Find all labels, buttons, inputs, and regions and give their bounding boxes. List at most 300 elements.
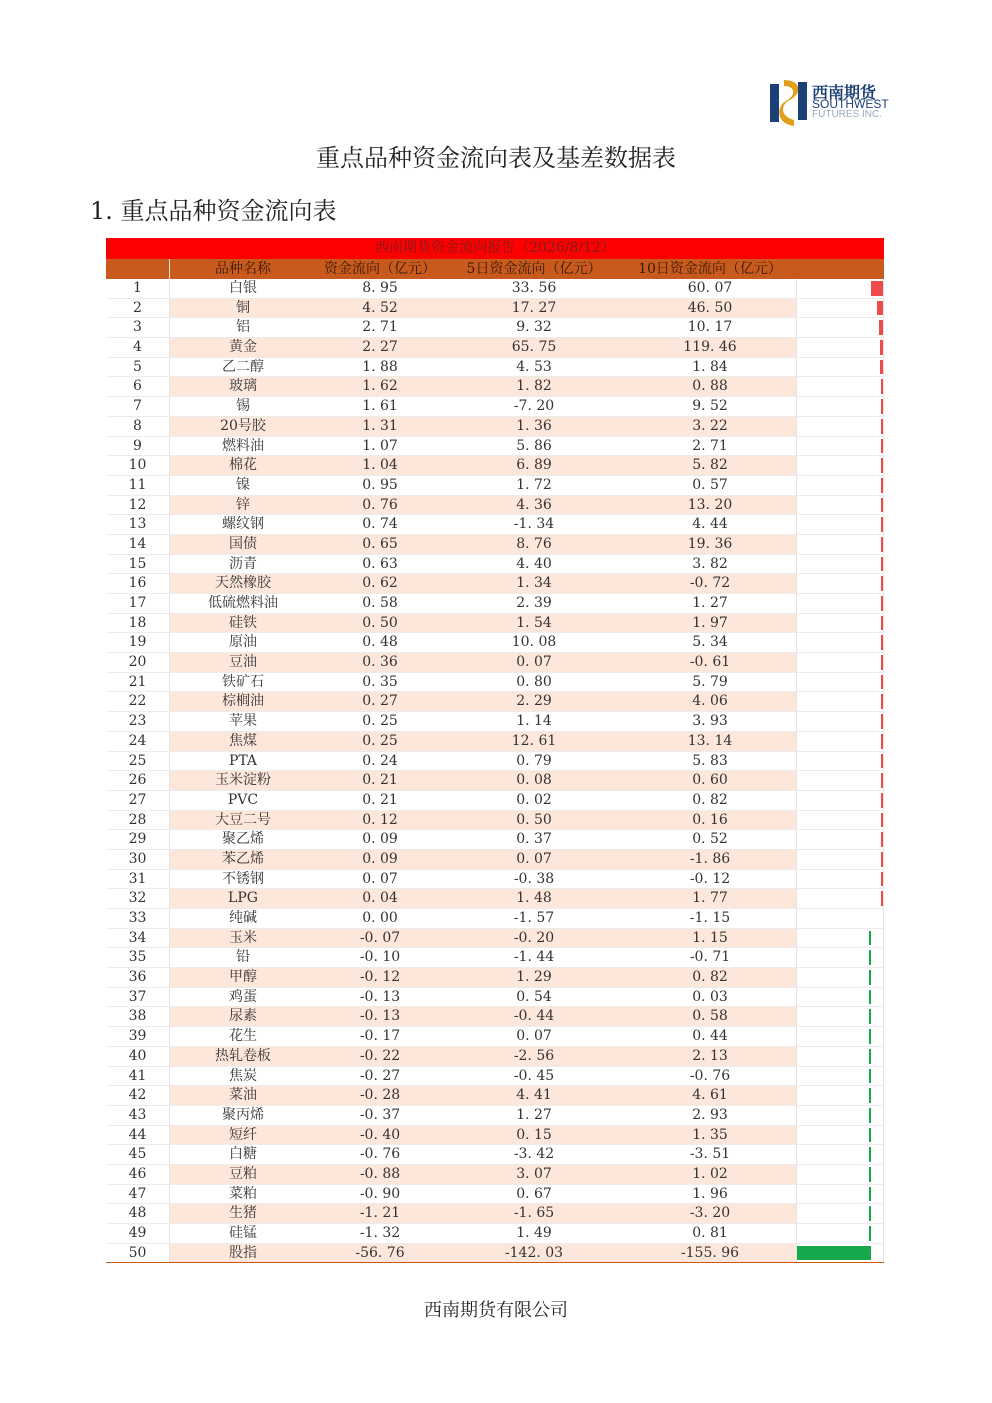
row-index: 5 [106,358,170,377]
flow-5d-value: -2. 56 [444,1047,624,1066]
flow-bar-cell [796,1165,884,1184]
flow-bar-cell [796,633,884,652]
row-index: 14 [106,535,170,554]
product-name: 锌 [170,496,316,515]
row-index: 6 [106,377,170,396]
flow-bar [871,281,883,296]
flow-5d-value: 0. 79 [516,752,552,769]
header-index [106,259,170,279]
flow-bar-cell [796,1126,884,1145]
flow-5d-value: 1. 14 [516,713,552,730]
flow-5d-value: 9. 32 [516,319,552,336]
flow-value: 2. 27 [316,338,444,357]
row-index: 3 [106,318,170,337]
flow-5d-value: 0. 50 [444,811,624,830]
table-row [106,909,884,929]
flow-10d-value: 0. 82 [692,791,728,808]
flow-value: 0. 25 [316,732,444,751]
product-name: 铁矿石 [222,673,264,690]
flow-bar [869,950,871,965]
product-name: 苹果 [229,713,257,730]
flow-bar-cell [796,653,884,672]
logo-en-sub: FUTURES INC. [812,109,882,120]
row-index: 23 [106,712,170,731]
product-name: 硅锰 [229,1225,257,1241]
flow-10d-value: 2. 71 [692,437,728,454]
flow-bar [797,1246,871,1261]
flow-value: 1. 04 [316,456,444,475]
header-name: 品种名称 [215,261,271,277]
row-index: 49 [106,1224,170,1243]
table-row [106,948,884,968]
flow-bar [869,1147,871,1162]
table-row [106,574,884,594]
table-row [106,1067,884,1087]
flow-bar [881,517,883,532]
flow-value: -1. 32 [359,1225,401,1241]
flow-bar-cell [796,535,884,554]
table-row [106,299,884,319]
table-row [106,968,884,988]
product-name: 天然橡胶 [170,574,316,593]
flow-5d-value: 1. 34 [444,574,624,593]
flow-bar-cell [796,437,884,456]
flow-value: 1. 62 [316,377,444,396]
flow-bar-cell [796,1224,884,1243]
flow-bar-cell [796,909,884,928]
table-row [106,732,884,752]
flow-value: -0. 13 [316,1007,444,1026]
row-index: 43 [106,1106,170,1125]
flow-bar-cell [796,692,884,711]
product-name: 棕榈油 [170,692,316,711]
flow-10d-value: 0. 16 [624,811,796,830]
flow-bar [881,694,883,709]
flow-10d-value: 3. 93 [692,713,728,730]
flow-bar-cell [796,358,884,377]
flow-5d-value: 12. 61 [444,732,624,751]
flow-10d-value: -3. 20 [624,1204,796,1223]
product-name: 苯乙烯 [170,850,316,869]
flow-bar [869,970,871,985]
product-name: 花生 [229,1028,257,1045]
flow-5d-value: 1. 49 [516,1225,552,1241]
flow-5d-value: 0. 08 [444,771,624,790]
flow-10d-value: -1. 86 [624,850,796,869]
document-title: 重点品种资金流向表及基差数据表 [316,144,676,172]
row-index: 8 [106,417,170,436]
flow-10d-value: 1. 96 [692,1185,728,1202]
table-row [106,692,884,712]
flow-10d-value: -0. 12 [689,870,731,887]
flow-bar [869,1088,871,1103]
flow-bar-cell [796,397,884,416]
flow-bar-cell [796,1047,884,1066]
flow-bar-cell [796,338,884,357]
row-index: 1 [106,279,170,298]
table-row [106,496,884,516]
flow-10d-value: 5. 34 [692,634,728,651]
flow-bar [869,1069,871,1084]
header-flow-10d: 10日资金流向（亿元） [638,261,782,277]
table-row [106,437,884,457]
flow-bar [869,1187,871,1202]
flow-value: 0. 24 [362,752,398,769]
flow-value: -0. 76 [359,1146,401,1163]
flow-value: 0. 12 [316,811,444,830]
product-name: 短纤 [170,1126,316,1145]
row-index: 41 [106,1067,170,1086]
product-name: 硅铁 [170,614,316,633]
company-logo [768,76,908,128]
flow-bar-cell [796,870,884,889]
flow-5d-value: 0. 54 [516,988,552,1005]
flow-10d-value: 5. 79 [692,673,728,690]
product-name: 生猪 [170,1204,316,1223]
flow-bar-cell [796,377,884,396]
flow-bar-cell [796,948,884,967]
table-row [106,752,884,772]
flow-value: 0. 65 [316,535,444,554]
flow-value: 0. 07 [362,870,398,887]
flow-bar [881,557,883,572]
flow-bar-cell [796,456,884,475]
flow-bar [881,399,883,414]
flow-5d-value: 4. 40 [516,555,552,572]
flow-bar [881,596,883,611]
row-index: 32 [106,889,170,908]
table-row [106,338,884,358]
flow-5d-value: 1. 27 [516,1106,552,1123]
flow-value: 0. 09 [316,850,444,869]
flow-bar [881,439,883,454]
flow-value: 0. 74 [362,516,398,533]
product-name: 低硫燃料油 [208,595,278,611]
flow-10d-value: 3. 22 [624,417,796,436]
flow-10d-value: 0. 52 [692,831,728,848]
product-name: 铝 [236,319,250,336]
row-index: 22 [106,692,170,711]
row-index: 12 [106,496,170,515]
flow-10d-value: -0. 61 [624,653,796,672]
table-row [106,1204,884,1224]
header-flow: 资金流向（亿元） [324,261,436,277]
product-name: 玉米 [170,929,316,948]
flow-10d-value: 5. 82 [624,456,796,475]
product-name: 棉花 [170,456,316,475]
flow-value: -0. 90 [359,1185,401,1202]
product-name: 乙二醇 [222,358,264,375]
row-index: 35 [106,948,170,967]
flow-5d-value: 33. 56 [511,280,557,296]
flow-bar-cell [796,1145,884,1164]
flow-value: 0. 35 [362,673,398,690]
flow-10d-value: 4. 44 [692,516,728,533]
row-index: 24 [106,732,170,751]
product-name: 黄金 [170,338,316,357]
table-row [106,1047,884,1067]
table-row [106,1007,884,1027]
table-row [106,673,884,693]
flow-value: -0. 13 [359,988,401,1005]
flow-bar [881,754,883,769]
flow-value: 0. 27 [316,692,444,711]
flow-5d-value: 6. 89 [444,456,624,475]
flow-bar [869,1167,871,1182]
row-index: 17 [106,594,170,613]
flow-bar [881,773,883,788]
flow-bar [869,1226,871,1241]
row-index: 11 [106,476,170,495]
flow-10d-value: 46. 50 [624,299,796,318]
product-name: 热轧卷板 [170,1047,316,1066]
flow-value: 1. 07 [362,437,398,454]
table-row [106,988,884,1008]
flow-5d-value: 1. 82 [444,377,624,396]
flow-bar [880,360,883,375]
flow-5d-value: -142. 03 [444,1244,624,1263]
flow-bar-cell [796,1086,884,1105]
flow-bar-cell [796,771,884,790]
flow-bar [869,1128,871,1143]
flow-10d-value: 1. 77 [624,889,796,908]
flow-bar [881,635,883,650]
row-index: 21 [106,673,170,692]
footer-company: 西南期货有限公司 [424,1300,568,1321]
product-name: 白银 [229,280,257,296]
flow-bar-cell [796,889,884,908]
flow-5d-value: -0. 44 [444,1007,624,1026]
flow-10d-value: 5. 83 [692,752,728,769]
row-index: 30 [106,850,170,869]
flow-bar-cell [796,299,884,318]
flow-bar-cell [796,830,884,849]
table-row [106,318,884,338]
flow-5d-value: 4. 41 [444,1086,624,1105]
flow-10d-value: 1. 97 [624,614,796,633]
flow-5d-value: -1. 65 [444,1204,624,1223]
row-index: 16 [106,574,170,593]
product-name: 豆粕 [170,1165,316,1184]
row-index: 46 [106,1165,170,1184]
table-row [106,653,884,673]
flow-value: 1. 31 [316,417,444,436]
flow-10d-value: -0. 71 [689,949,731,966]
flow-value: 1. 61 [362,398,398,415]
flow-value: 0. 09 [362,831,398,848]
flow-bar-cell [796,1027,884,1046]
flow-5d-value: -0. 20 [444,929,624,948]
fund-flow-table [106,238,884,1263]
flow-5d-value: 3. 07 [444,1165,624,1184]
flow-value: 0. 21 [362,791,398,808]
row-index: 48 [106,1204,170,1223]
flow-5d-value: 5. 86 [516,437,552,454]
flow-10d-value: 4. 61 [624,1086,796,1105]
flow-bar-cell [796,574,884,593]
flow-bar [881,537,883,552]
table-row [106,771,884,791]
row-index: 4 [106,338,170,357]
flow-value: 0. 48 [362,634,398,651]
table-row [106,614,884,634]
flow-bar [881,714,883,729]
flow-5d-value: 4. 53 [516,358,552,375]
flow-value: 0. 25 [362,713,398,730]
table-row [106,456,884,476]
flow-5d-value: 17. 27 [444,299,624,318]
flow-value: 0. 00 [362,910,398,926]
flow-value: 0. 04 [316,889,444,908]
flow-bar-cell [796,594,884,613]
flow-bar-cell [796,515,884,534]
flow-value: 1. 88 [362,358,398,375]
table-banner: 西南期货资金流向报告（2026/8/12） [106,238,884,259]
table-row [106,889,884,909]
flow-10d-value: 0. 03 [692,988,728,1005]
row-index: 20 [106,653,170,672]
flow-value: -0. 17 [359,1028,401,1045]
logo-mark-icon [768,76,810,128]
table-row [106,811,884,831]
row-index: 42 [106,1086,170,1105]
flow-value: -0. 28 [316,1086,444,1105]
flow-10d-value: -1. 15 [689,910,731,926]
product-name: 燃料油 [222,437,264,454]
flow-bar [869,1049,871,1064]
row-index: 10 [106,456,170,475]
product-name: 铅 [236,949,250,966]
flow-10d-value: 1. 02 [624,1165,796,1184]
row-index: 31 [106,870,170,889]
table-row [106,1165,884,1185]
flow-5d-value: 0. 67 [516,1185,552,1202]
flow-10d-value: 0. 81 [692,1225,728,1241]
flow-5d-value: 65. 75 [444,338,624,357]
flow-value: 0. 63 [362,555,398,572]
row-index: 36 [106,968,170,987]
table-row [106,515,884,535]
flow-bar-cell [796,417,884,436]
product-name: PVC [227,791,259,808]
flow-bar-cell [796,1244,884,1263]
table-row [106,929,884,949]
flow-bar-cell [796,1007,884,1026]
flow-bar-cell [796,811,884,830]
flow-10d-value: 9. 52 [692,398,728,415]
flow-bar [869,931,871,946]
flow-bar-cell [796,476,884,495]
product-name: 豆油 [170,653,316,672]
flow-value: 0. 21 [316,771,444,790]
product-name: 原油 [229,634,257,651]
flow-10d-value: 1. 84 [692,358,728,375]
table-row [106,712,884,732]
product-name: 尿素 [170,1007,316,1026]
flow-10d-value: 1. 27 [692,595,728,611]
product-name: LPG [170,889,316,908]
flow-bar-cell [796,318,884,337]
flow-value: 0. 95 [362,476,398,493]
flow-bar [881,832,883,847]
flow-value: 8. 95 [362,280,398,296]
flow-5d-value: 0. 07 [516,1028,552,1045]
flow-bar [881,813,883,828]
flow-value: -0. 37 [359,1106,401,1123]
flow-bar [881,734,883,749]
logo-en: SOUTHWEST [812,97,889,111]
flow-5d-value: 1. 36 [444,417,624,436]
logo-cn: 西南期货 [812,83,877,102]
row-index: 18 [106,614,170,633]
row-index: 26 [106,771,170,790]
row-index: 13 [106,515,170,534]
flow-bar [881,478,883,493]
flow-5d-value: 1. 54 [444,614,624,633]
product-name: 聚乙烯 [222,831,264,848]
row-index: 19 [106,633,170,652]
flow-5d-value: 1. 48 [444,889,624,908]
product-name: 甲醇 [170,968,316,987]
flow-value: -56. 76 [316,1244,444,1263]
table-row [106,1086,884,1106]
flow-bar-cell [796,555,884,574]
flow-value: 4. 52 [316,299,444,318]
row-index: 39 [106,1027,170,1046]
flow-5d-value: 1. 29 [444,968,624,987]
flow-5d-value: -7. 20 [513,398,555,415]
flow-value: -0. 12 [316,968,444,987]
flow-value: -0. 40 [316,1126,444,1145]
table-row [106,870,884,890]
flow-5d-value: 0. 15 [444,1126,624,1145]
table-row [106,1224,884,1244]
flow-bar [869,1206,871,1221]
flow-bar-cell [796,614,884,633]
flow-bar-cell [796,1185,884,1204]
flow-10d-value: 13. 14 [624,732,796,751]
row-index: 47 [106,1185,170,1204]
product-name: 20号胶 [170,417,316,436]
row-index: 34 [106,929,170,948]
table-body [106,279,884,1263]
row-index: 27 [106,791,170,810]
product-name: 玻璃 [170,377,316,396]
product-name: 锡 [236,398,250,415]
flow-5d-value: 2. 39 [516,595,552,611]
row-index: 7 [106,397,170,416]
flow-bar-cell [796,496,884,515]
product-name: 焦炭 [229,1067,257,1084]
flow-bar-cell [796,850,884,869]
flow-10d-value: -155. 96 [624,1244,796,1263]
table-row [106,1185,884,1205]
flow-5d-value: 0. 02 [516,791,552,808]
row-index: 38 [106,1007,170,1026]
header-flow-5d: 5日资金流向（亿元） [466,261,602,277]
product-name: 玉米淀粉 [170,771,316,790]
table-row [106,555,884,575]
flow-10d-value: 119. 46 [624,338,796,357]
flow-5d-value: -1. 57 [513,910,555,926]
flow-10d-value: 19. 36 [624,535,796,554]
flow-bar [869,990,871,1005]
flow-bar [869,1029,871,1044]
flow-5d-value: 0. 07 [444,653,624,672]
flow-10d-value: 1. 15 [624,929,796,948]
flow-value: -1. 21 [316,1204,444,1223]
flow-value: 0. 76 [316,496,444,515]
